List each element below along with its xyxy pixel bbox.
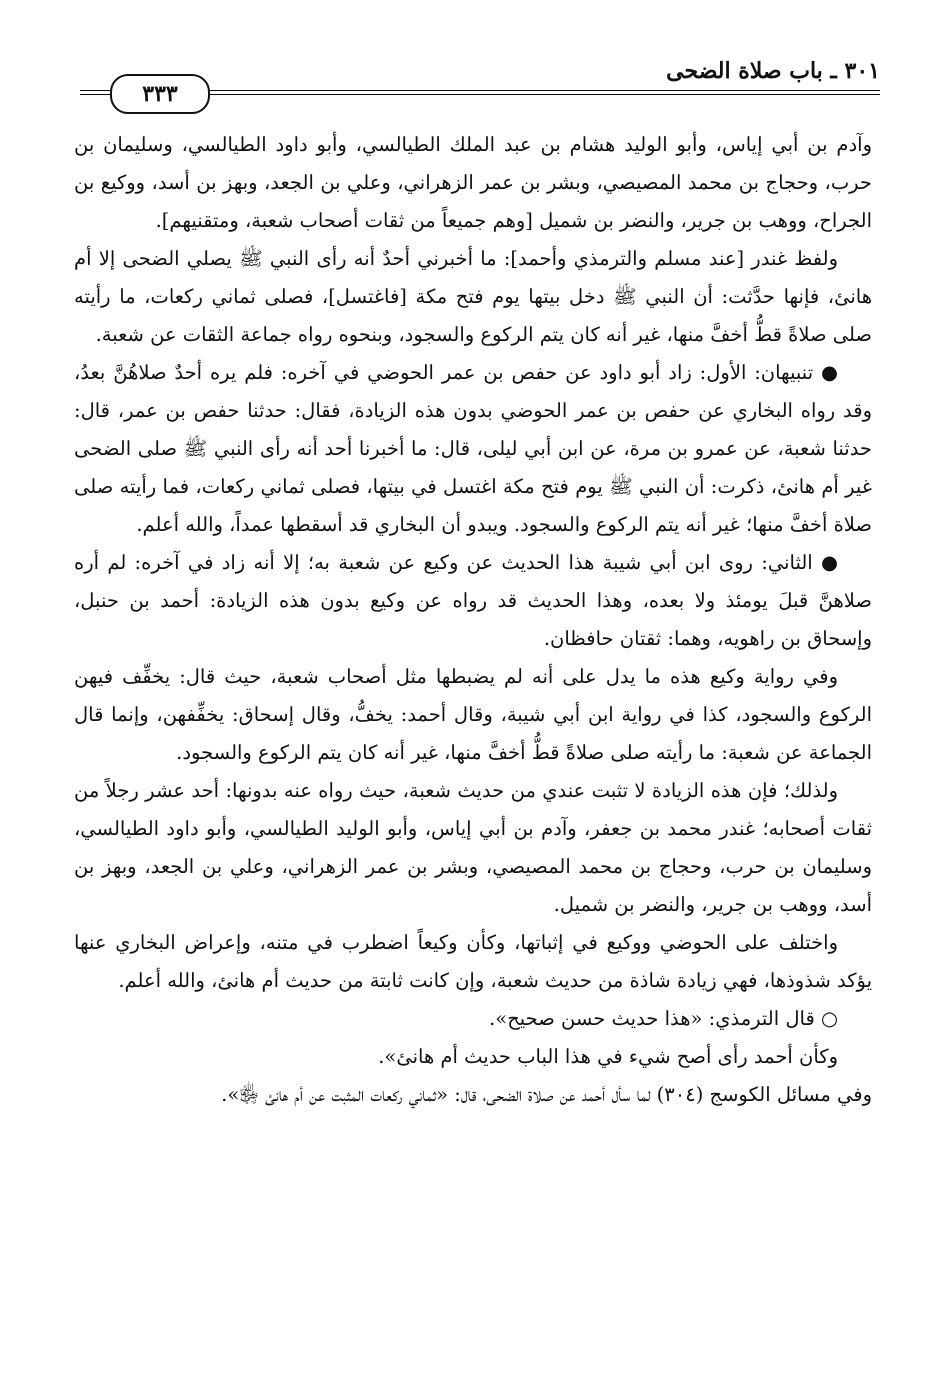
header-rule-left-top: [80, 90, 110, 91]
header-rule-bottom: [210, 94, 880, 95]
ahmad-quote: وكأن أحمد رأى أصح شيء في هذا الباب حديث أم هانئ».: [378, 1045, 838, 1068]
paragraph-5: وفي رواية وكيع هذه ما يدل على أنه لم يضبطها مثل أصحاب شعبة، حيث قال: يخفِّف فيهن الركوع والسجود، كذا في رواية ابن أبي شيبة، وقال أحمد: يخفُّ، وقال إسحاق: يخفِّفهن، وإنما قال الجماعة عن شعبة: ما رأيته صلى صلاةً قطُّ أخفَّ منها، غير أنه كان يتم الركوع والسجود.: [74, 665, 872, 764]
page-number: ٣٣٣: [110, 74, 210, 114]
chapter-title: ٣٠١ ـ باب صلاة الضحى: [666, 58, 880, 84]
header-rule-left-bottom: [80, 94, 110, 95]
paragraph-3-first-note: ● تنبيهان: الأول: زاد أبو داود عن حفص بن عمر الحوضي في آخره: فلم يره أحدٌ صلاهُنَّ بعدُ، وقد رواه البخاري عن حفص بن عمر الحوضي بدون هذه الزيادة، فقال: حدثنا حفص بن عمر، قال: حدثنا شعبة، عن عمرو بن مرة، عن ابن أبي ليلى، قال: ما أخبرنا أحد أنه رأى النبي ﷺ صلى الضحى غير أم هانئ، ذكرت: أن النبي ﷺ يوم فتح مكة اغتسل في بيتها، فصلى ثماني ركعات، فما رأيته صلى صلاة أخفَّ منها؛ غير أنه يتم الركوع والسجود. ويبدو أن البخاري قد أسقطها عمداً، والله أعلم.: [74, 361, 872, 536]
paragraph-10: وفي مسائل الكوسج (٣٠٤) لما سأل أحمد عن صلاة الضحى، قال: «ثماني ركعات المثبت عن أم هانئ ﵂».: [221, 1083, 872, 1106]
paragraph-7: واختلف على الحوضي ووكيع في إثباتها، وكأن وكيعاً اضطرب في متنه، وإعراض البخاري عنها يؤكد شذوذها، فهي زيادة شاذة من حديث شعبة، وإن كانت ثابتة من حديث أم هانئ، والله أعلم.: [74, 931, 872, 992]
page-header: [80, 58, 880, 110]
paragraph-2: ولفظ غندر [عند مسلم والترمذي وأحمد]: ما أخبرني أحدٌ أنه رأى النبي ﷺ يصلي الضحى إلا أم هانئ، فإنها حدَّثت: أن النبي ﷺ دخل بيتها يوم فتح مكة [فاغتسل]، فصلى ثماني ركعات، ما رأيته صلى صلاةً قطُّ أخفَّ منها، غير أنه كان يتم الركوع والسجود، وبنحوه رواه جماعة الثقات عن شعبة.: [74, 247, 872, 346]
header-rule-top: [210, 90, 880, 91]
paragraph-1: وآدم بن أبي إياس، وأبو الوليد هشام بن عبد الملك الطيالسي، وأبو داود الطيالسي، وسليمان بن حرب، وحجاج بن محمد المصيصي، وبشر بن عمر الزهراني، وعلي بن الجعد، وبهز بن أسد، ووكيع بن الجراح، ووهب بن جرير، والنضر بن شميل [وهم جميعاً من ثقات أصحاب شعبة، ومتقنيهم].: [74, 133, 872, 232]
main-text: [74, 126, 872, 1114]
paragraph-4-second-note: ● الثاني: روى ابن أبي شيبة هذا الحديث عن وكيع عن شعبة به؛ إلا أنه زاد في آخره: لم أره صلاهنَّ قبلَ يومئذ ولا بعده، وهذا الحديث قد رواه عن وكيع بدون هذه الزيادة: أحمد بن حنبل، وإسحاق بن راهويه، وهما: ثقتان حافظان.: [74, 551, 872, 650]
paragraph-6: ولذلك؛ فإن هذه الزيادة لا تثبت عندي من حديث شعبة، حيث رواه عنه بدونها: أحد عشر رجلاً من ثقات أصحابه؛ غندر محمد بن جعفر، وآدم بن أبي إياس، وأبو الوليد الطيالسي، وأبو داود الطيالسي، وسليمان بن حرب، وحجاج بن محمد المصيصي، وبشر بن عمر الزهراني، وعلي بن الجعد، وبهز بن أسد، ووهب بن جرير، والنضر بن شميل.: [74, 779, 872, 916]
tirmidhi-quote: ○ قال الترمذي: «هذا حديث حسن صحيح».: [489, 1007, 838, 1030]
